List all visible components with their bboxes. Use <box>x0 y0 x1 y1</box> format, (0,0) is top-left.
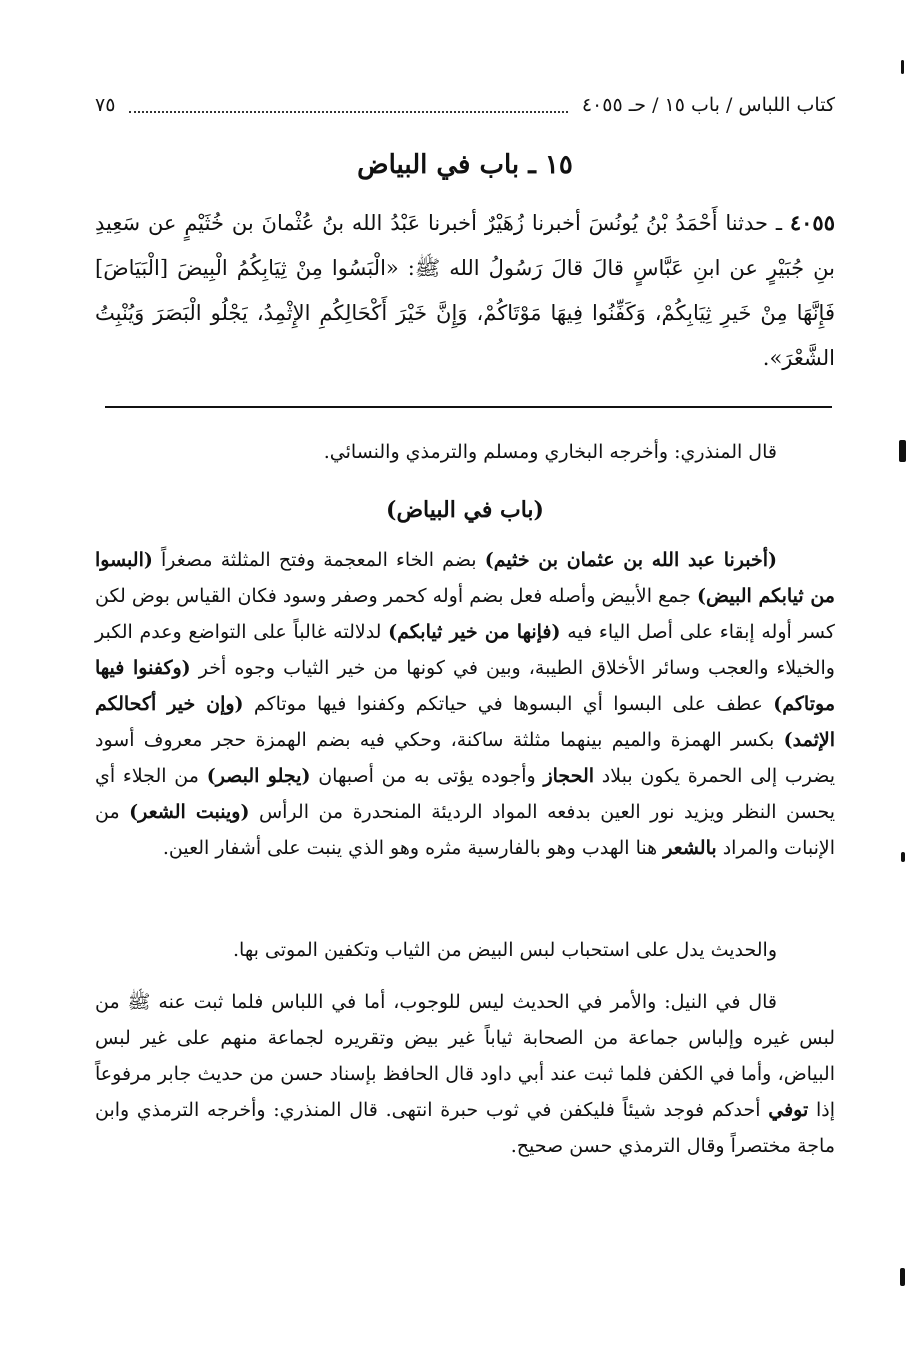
page-number: ٧٥ <box>95 94 116 116</box>
bold-term: (وكفنوا فيها موتاكم) <box>95 657 835 715</box>
scan-edge-mark <box>899 440 906 462</box>
separator-rule <box>105 406 832 408</box>
commentary-text: لدلالته غالباً على التواضع وعدم الكبر والخيلاء والعجب وسائر الأخلاق الطيبة، وبين في كونها من خير الثياب وجوه أخر <box>95 621 835 679</box>
hadith-text: ـ حدثنا أَحْمَدُ بْنُ يُونُسَ أخبرنا زُهَيْرٌ أخبرنا عَبْدُ الله بنُ عُثْمانَ بن خُثَيْمٍ عن سَعِيدِ بنِ جُبَيْرٍ عن ابنِ عَبَّاسٍ قالَ قالَ رَسُولُ الله ﷺ: «الْبَسُوا مِنْ ثِيَابِكُمُ الْبِيضَ [الْبَيَاضَ] فَإِنَّهَا مِنْ خَيرِ ثِيَابِكُمْ، وَكَفِّنُوا فِيهَا مَوْتَاكُمْ، وَإِنَّ خَيْرَ أَكْحَالِكُمِ الإِثْمِدُ، يَجْلُو الْبَصَرَ وَيُنْبِتُ الشَّعْرَ». <box>95 211 835 370</box>
bold-term: (فإنها من خير ثيابكم) <box>388 621 561 643</box>
hadith-text-block <box>95 200 835 381</box>
commentary-text: أحدكم فوجد شيئاً فليكفن في ثوب حبرة انتهى. قال المنذري: وأخرجه الترمذي وابن ماجة مختصراً وقال الترمذي حسن صحيح. <box>95 1099 835 1157</box>
commentary-text: هنا الهدب وهو بالفارسية مثره وهو الذي ينبت على أشفار العين. <box>162 837 664 859</box>
scan-edge-mark <box>901 852 905 862</box>
commentary-text: عطف على البسوا أي البسوها في حياتكم وكفنوا فيها موتاكم <box>243 693 774 715</box>
leader-dots <box>129 97 567 113</box>
commentary-paragraph-1 <box>95 542 835 866</box>
commentary-text: من الجلاء أي يحسن النظر ويزيد نور العين بدفعه المواد الرديئة المنحدرة من الرأس <box>95 765 835 823</box>
running-head: كتاب اللباس / باب ١٥ / حـ ٤٠٥٥ <box>581 94 835 116</box>
chapter-title: ١٥ ـ باب في البياض <box>357 150 573 180</box>
commentary-text: بضم الخاء المعجمة وفتح المثلثة مصغراً <box>152 549 485 571</box>
commentary-text: من الإنبات والمراد <box>95 801 835 859</box>
commentary-title: (باب في البياض) <box>386 497 544 523</box>
running-header <box>95 88 835 122</box>
hadith-number: ٤٠٥٥ <box>789 210 835 235</box>
mundhiri-note: قال المنذري: وأخرجه البخاري ومسلم والترمذي والنسائي. <box>323 441 777 463</box>
scan-edge-mark <box>901 60 904 74</box>
commentary-text: وأجوده يؤتى به من أصبهان <box>310 765 544 787</box>
commentary-text: بكسر الهمزة والميم بينهما مثلثة ساكنة، وحكي فيه بضم الهمزة حجر معروف أسود يضرب إلى الحمرة يكون ببلاد <box>95 729 836 787</box>
bold-term: بالشعر <box>663 837 717 859</box>
bold-term: (وينبت الشعر) <box>129 801 250 823</box>
bold-term: (أخبرنا عبد الله بن عثمان بن خثيم) <box>484 549 777 571</box>
commentary-paragraph-2: والحديث يدل على استحباب لبس البيض من الثياب وتكفين الموتى بها. <box>233 939 777 961</box>
bold-term: توفي <box>768 1099 809 1121</box>
bold-term: (يجلو البصر) <box>206 765 311 787</box>
bold-term: الحجاز <box>543 765 595 787</box>
scan-edge-mark <box>900 1268 905 1286</box>
commentary-paragraph-3 <box>95 984 835 1164</box>
bold-term: (وإن خير أكحالكم الإثمد) <box>95 693 835 751</box>
commentary-text: جمع الأبيض وأصله فعل بضم أوله كحمر وصفر وسود فكان القياس بوض لكن كسر أوله إبقاء على أصل الياء فيه <box>95 585 835 643</box>
bold-term: (البسوا من ثيابكم البيض) <box>95 549 835 607</box>
commentary-text: قال في النيل: والأمر في الحديث ليس للوجوب، أما في اللباس فلما ثبت عنه ﷺ من لبس غيره وإلباس جماعة من الصحابة ثياباً غير بيض وتقريره لجماعة منهم على غير لبس البياض، وأما في الكفن فلما ثبت عند أبي داود قال الحافظ بإسناد حسن من حديث جابر مرفوعاً إذا <box>95 991 836 1121</box>
